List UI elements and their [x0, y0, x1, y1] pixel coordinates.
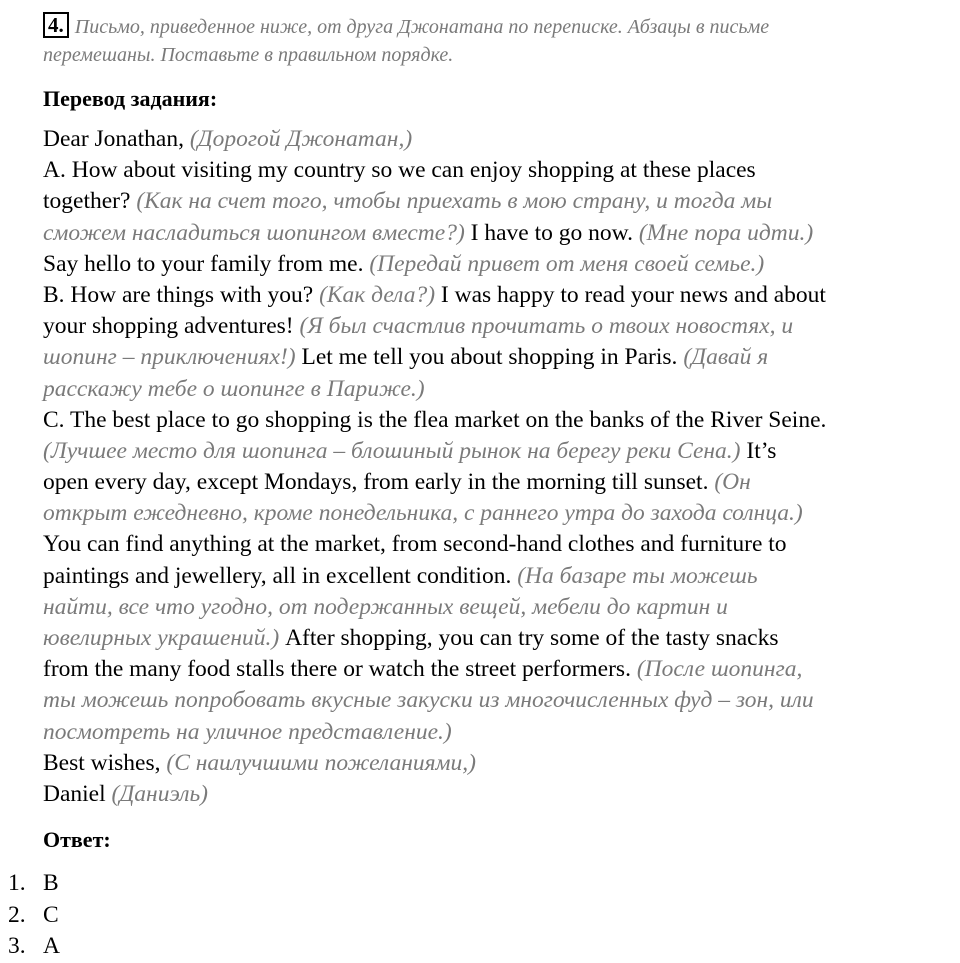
letter-line — [43, 280, 955, 311]
task-number-badge: 4. — [43, 12, 69, 38]
russian-translation: (Даниэль) — [111, 780, 208, 807]
letter-line — [43, 124, 955, 155]
answer-item — [8, 900, 60, 932]
russian-translation: сможем насладиться шопингом вместе?) — [43, 219, 471, 246]
answer-heading: Ответ: — [43, 827, 111, 852]
letter-line — [43, 654, 955, 685]
letter-line — [43, 436, 955, 467]
letter-line — [43, 311, 955, 342]
russian-translation: расскажу тебе о шопинге в Париже.) — [43, 375, 425, 402]
english-text: your shopping adventures! — [43, 313, 300, 340]
task-text-line-2: перемешаны. Поставьте в правильном порядке. — [43, 44, 454, 66]
english-text: I was happy to read your news and about — [440, 281, 826, 308]
russian-translation: посмотреть на уличное представление.) — [43, 718, 452, 745]
answer-value: B — [43, 870, 59, 896]
letter-body — [43, 124, 955, 810]
answer-number: 2. — [8, 901, 26, 928]
letter-line — [43, 592, 955, 623]
russian-translation: (Передай привет от меня своей семье.) — [369, 250, 765, 277]
english-text: open every day, except Mondays, from early in the morning till sunset. — [43, 469, 715, 496]
english-text: It’s — [746, 437, 777, 464]
russian-translation: шопинг – приключениях!) — [43, 344, 302, 371]
english-text: A. How about visiting my country so we can enjoy shopping at these places — [43, 157, 756, 184]
answer-item — [8, 931, 60, 963]
letter-line — [43, 561, 955, 592]
letter-line — [43, 467, 955, 498]
russian-translation: (Я был счастлив прочитать о твоих новостях, и — [299, 313, 794, 340]
answer-number: 3. — [8, 933, 26, 959]
answer-item — [8, 868, 60, 900]
russian-translation: найти, все что угодно, от подержанных вещей, мебели до картин и — [43, 593, 728, 620]
russian-translation: (Он — [714, 469, 751, 496]
english-text: paintings and jewellery, all in excellent condition. — [43, 562, 518, 589]
answer-number: 1. — [8, 870, 26, 896]
english-text: After shopping, you can try some of the tasty snacks — [285, 625, 779, 651]
english-text: Dear Jonathan, — [43, 126, 190, 152]
letter-line — [43, 405, 955, 436]
russian-translation: (Мне пора идти.) — [638, 219, 814, 246]
letter-line — [43, 186, 955, 217]
english-text: Best wishes, — [43, 749, 167, 776]
russian-translation: (На базаре ты можешь — [517, 562, 758, 589]
letter-line — [43, 529, 955, 560]
letter-line — [43, 748, 955, 779]
russian-translation: ты можешь попробовать вкусные закуски из многочисленных фуд – зон, или — [43, 687, 814, 714]
russian-translation: (Лучшее место для шопинга – блошиный рынок на берегу реки Сена.) — [43, 437, 747, 464]
russian-translation: (Давай я — [683, 344, 769, 371]
english-text: Let me tell you about shopping in Paris. — [301, 344, 684, 371]
letter-line — [43, 717, 955, 748]
answer-value: C — [43, 901, 59, 928]
english-text: Say hello to your family from me. — [43, 250, 370, 277]
letter-line — [43, 498, 955, 529]
english-text: C. The best place to go shopping is the flea market on the banks of the River Seine. — [43, 406, 827, 433]
letter-line — [43, 623, 955, 654]
english-text: from the many food stalls there or watch the street performers. — [43, 656, 637, 683]
russian-translation: (Дорогой Джонатан,) — [189, 126, 413, 152]
russian-translation: (С наилучшими пожеланиями,) — [166, 749, 476, 776]
letter-line — [43, 249, 955, 280]
letter-line — [43, 374, 955, 405]
letter-line — [43, 342, 955, 373]
letter-line — [43, 685, 955, 716]
english-text: B. How are things with you? — [43, 281, 320, 308]
english-text: You can find anything at the market, from second-hand clothes and furniture to — [43, 531, 787, 558]
russian-translation: открыт ежедневно, кроме понедельника, с раннего утра до захода солнца.) — [43, 500, 803, 527]
english-text: together? — [43, 188, 137, 215]
russian-translation: ювелирных украшений.) — [43, 625, 286, 651]
letter-line — [43, 218, 955, 249]
russian-translation: (Как на счет того, чтобы приехать в мою страну, и тогда мы — [136, 188, 773, 215]
russian-translation: (После шопинга, — [636, 656, 803, 683]
english-text: Daniel — [43, 780, 112, 807]
letter-line — [43, 779, 955, 810]
answer-value: A — [43, 933, 60, 959]
letter-line — [43, 155, 955, 186]
russian-translation: (Как дела?) — [319, 281, 441, 308]
task-statement — [43, 12, 948, 69]
answer-list — [8, 868, 60, 963]
translation-heading: Перевод задания: — [43, 86, 218, 111]
task-text-line-1: Письмо, приведенное ниже, от друга Джонатана по переписке. Абзацы в письме — [74, 16, 770, 38]
english-text: I have to go now. — [470, 219, 639, 246]
